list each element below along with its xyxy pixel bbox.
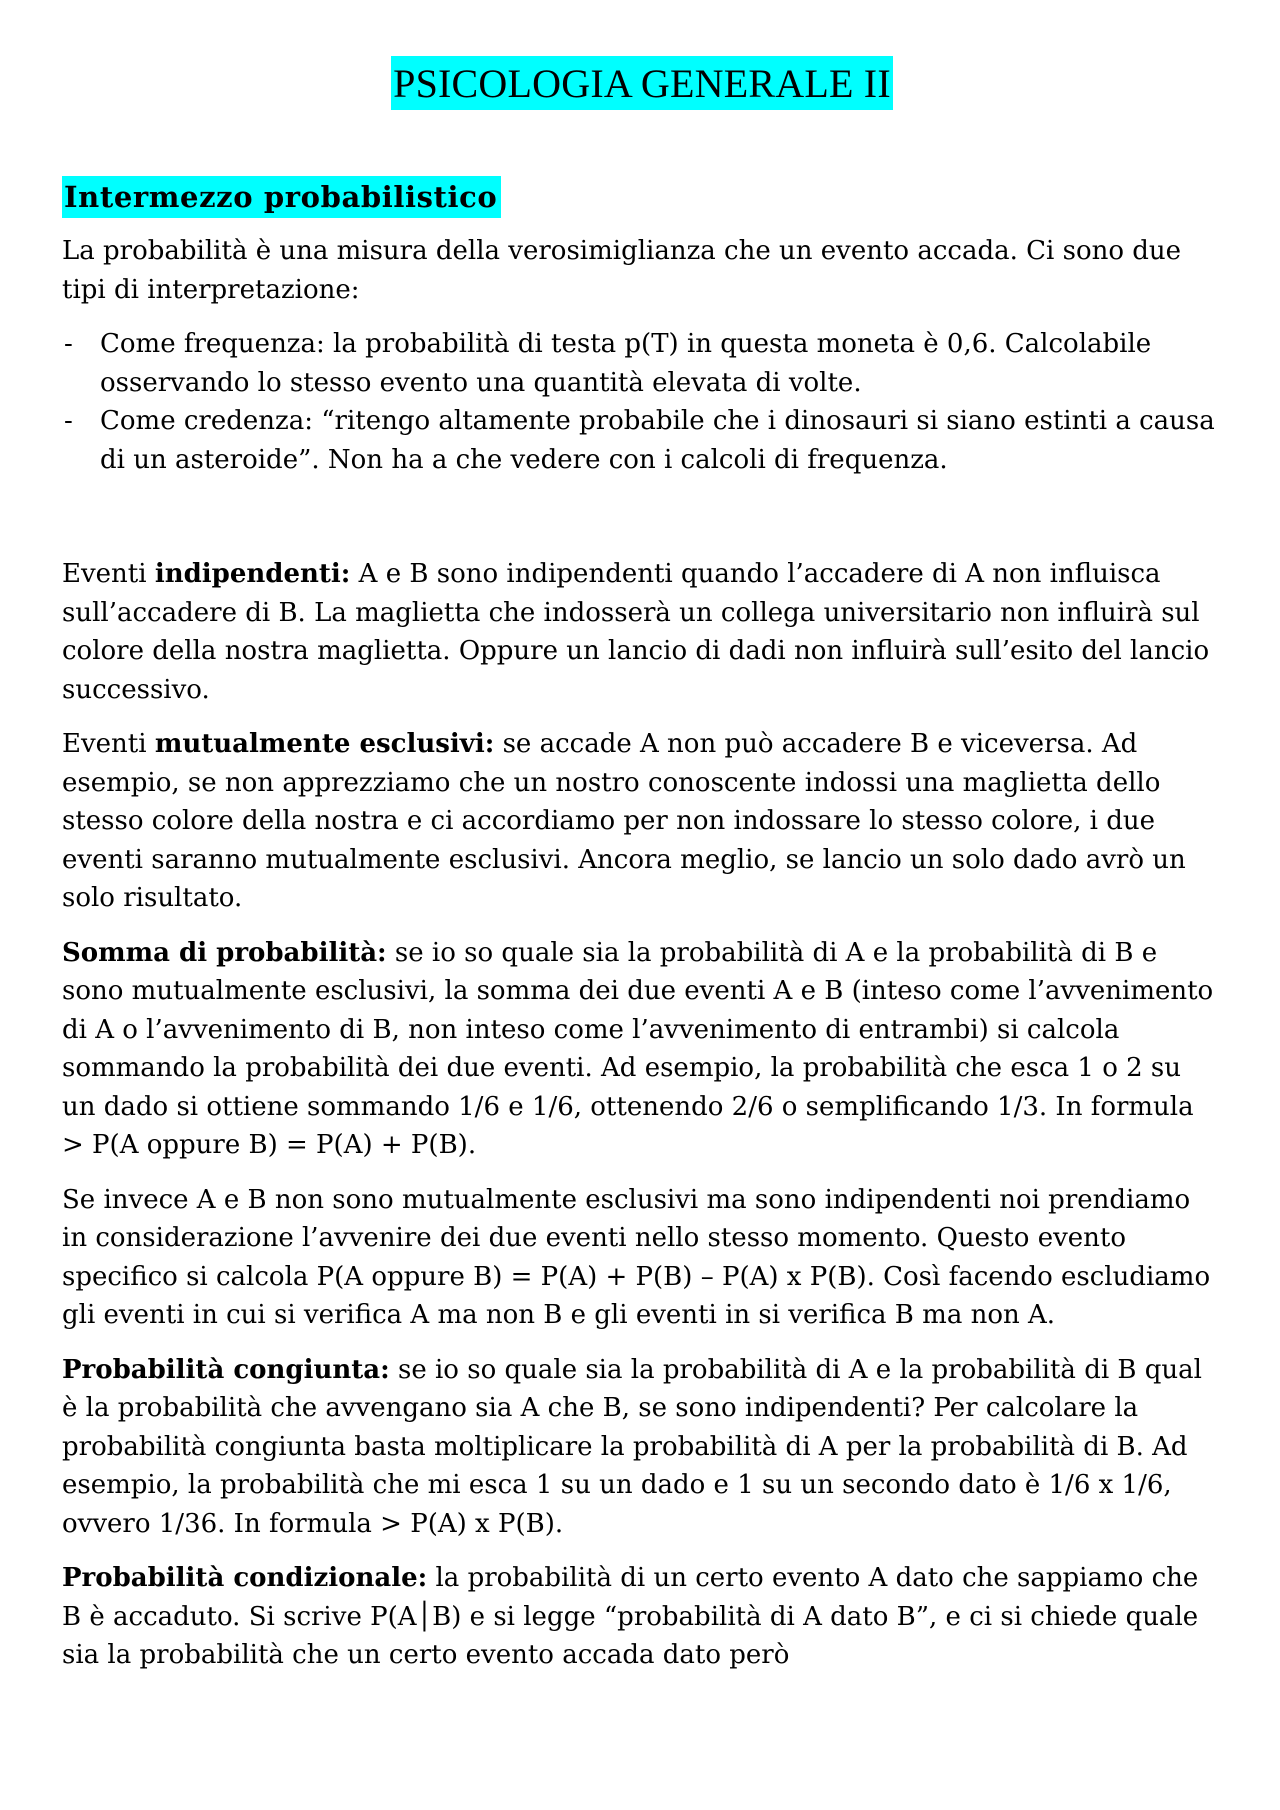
page-title: PSICOLOGIA GENERALE II bbox=[391, 56, 893, 110]
term-bold: Probabilità condizionale: bbox=[62, 1563, 428, 1593]
term-bold: mutualmente esclusivi: bbox=[154, 729, 495, 759]
paragraph-exclusive-events bbox=[62, 725, 1222, 918]
paragraph-independent-events bbox=[62, 555, 1222, 709]
paragraph-text: A e B sono indipendenti quando l’accadere di A non influisca sull’accadere di B. La maglietta che indosserà un collega universitario non influirà sul colore della nostra maglietta. Oppure un lancio di dadi non influirà sull’esito del lancio successivo. bbox=[62, 559, 1210, 705]
term-bold: indipendenti: bbox=[154, 559, 351, 589]
paragraph-text: se io so quale sia la probabilità di A e la probabilità di B e sono mutualmente esclusivi, la somma dei due eventi A e B (inteso come l’avvenimento di A o l’avvenimento di B, non inteso come l’avvenimento di entrambi) si calcola sommando la probabilità dei due eventi. Ad esempio, la probabilità che esca 1 o 2 su un dado si ottiene sommando 1/6 e 1/6, ottenendo 2/6 o semplificando 1/3. In formula > P(A oppure B) = P(A) + P(B). bbox=[62, 937, 1214, 1160]
list-item: - Come frequenza: la probabilità di testa p(T) in questa moneta è 0,6. Calcolabile osservando lo stesso evento una quantità elevata di volte. bbox=[62, 325, 1222, 402]
spacer bbox=[62, 479, 1222, 555]
paragraph-prefix: Eventi bbox=[62, 559, 155, 589]
list-item: - Come credenza: “ritengo altamente probabile che i dinosauri si siano estinti a causa di un asteroide”. Non ha a che vedere con i calcoli di frequenza. bbox=[62, 402, 1222, 479]
paragraph-text: se io so quale sia la probabilità di A e la probabilità di B qual è la probabilità che avvengano sia A che B, se sono indipendenti? Per calcolare la probabilità congiunta basta moltiplicare la probabilità di A per la probabilità di B. Ad esempio, la probabilità che mi esca 1 su un dado e 1 su un secondo dato è 1/6 x 1/6, ovvero 1/36. In formula > P(A) x P(B). bbox=[62, 1354, 1202, 1539]
paragraph-sum-probability bbox=[62, 934, 1222, 1165]
paragraph-non-exclusive: Se invece A e B non sono mutualmente esclusivi ma sono indipendenti noi prendiamo in considerazione l’avvenire dei due eventi nello stesso momento. Questo evento specifico si calcola P(A oppure B) = P(A) + P(B) – P(A) x P(B). Così facendo escludiamo gli eventi in cui si verifica A ma non B e gli eventi in si verifica B ma non A. bbox=[62, 1184, 1211, 1330]
paragraph-text: la probabilità di un certo evento A dato che sappiamo che B è accaduto. Si scrive P(A│B) e si legge “probabilità di A dato B”, e ci si chiede quale sia la probabilità che un certo evento accada dato però bbox=[62, 1563, 1199, 1670]
title-wrap bbox=[62, 56, 1222, 110]
term-bold: Probabilità congiunta: bbox=[62, 1354, 390, 1385]
term-bold: Somma di probabilità: bbox=[62, 937, 387, 968]
section-heading: Intermezzo probabilistico bbox=[62, 176, 501, 218]
section-intermezzo bbox=[62, 176, 1222, 479]
paragraph-prefix: Eventi bbox=[62, 729, 155, 759]
interpretation-list bbox=[62, 325, 1222, 479]
paragraph-text: se accade A non può accadere B e viceversa. Ad esempio, se non apprezziamo che un nostro conoscente indossi una maglietta dello stesso colore della nostra e ci accordiamo per non indossare lo stesso colore, i due eventi saranno mutualmente esclusivi. Ancora meglio, se lancio un solo dado avrò un solo risultato. bbox=[62, 729, 1186, 913]
paragraph-joint-probability bbox=[62, 1351, 1222, 1544]
document-page bbox=[62, 56, 1222, 1691]
paragraph-conditional-probability bbox=[62, 1559, 1222, 1675]
intro-paragraph: La probabilità è una misura della verosimiglianza che un evento accada. Ci sono due tipi di interpretazione: bbox=[62, 236, 1182, 305]
